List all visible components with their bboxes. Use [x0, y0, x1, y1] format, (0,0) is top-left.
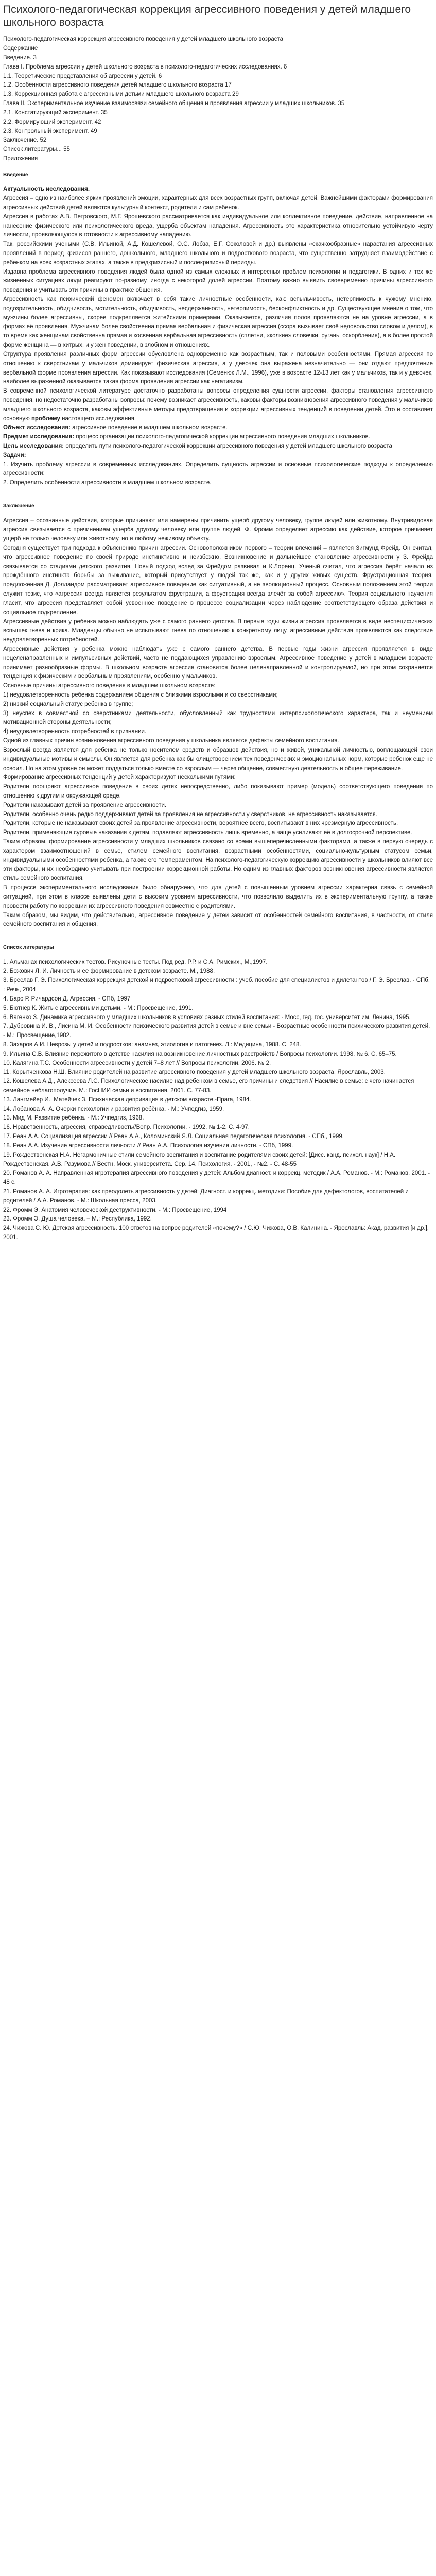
reference-item: 20. Романов А. А. Направленная игротерапия агрессивного поведения у детей: Альбом диагност. и коррекц. методик / А.А. Романов. - М.: Романов, 2001. - 48 с. — [3, 1170, 430, 1186]
toc-item: Приложения — [3, 155, 38, 162]
conclusion-paragraph: Родители, которые не наказывают своих детей за проявление агрессивности, вероятнее всего, воспитывают в них чрезмерную агрессивность. — [3, 820, 398, 827]
conclusion-paragraph: 1) неудовлетворенность ребенка содержанием общения с близкими взрослыми и со сверстниками; — [3, 692, 278, 698]
goal-text: определить пути психолого-педагогической коррекции агрессивного поведения у детей младшего школьного возраста — [64, 443, 392, 449]
conclusion-paragraph: Родители, применяющие суровые наказания к детям, подавляют агрессивность лишь временно, а чаще усиливают её в долгосрочной перспективе. — [3, 829, 412, 836]
reference-item: 8. Захаров А.И. Неврозы у детей и подростков: анамнез, этиология и патогенез. Л.: Медицина, 1988. С. 248. — [3, 1041, 301, 1048]
tasks-label: Задачи: — [3, 452, 26, 459]
relevance-paragraph: Агрессивность как психический феномен включает в себя такие личностные особенности, как: вспыльчивость, нетерпимость к чужому мнению, подозрительность, обидчивость, мстительность, обидчивость, несдержанность, нетерпимость, бесконфликтность и др. Существующее мнение о том, что мужчины более агрессивны, скорее подкрепляется житейскими примерами. Оказывается, различия полов проявляются не на уровне агрессии, а в формах её проявления. Мужчинам более свойственна прямая вербальная и физическая агрессия (ссора вызывает своё недовольство словом и делом), в то время как женщинам свойственна прямая и косвенная вербальная агрессивность (сплетни, «колкие» словечки, ругань, оскорбления), а в более простой форме женщина — в хитрых, и у жен поведении, в злобном и отношениях. — [3, 296, 433, 349]
conclusion-paragraph: 3) неуспех в совместной со сверстниками деятельности, обусловленный как трудностями интерпсихологического характера, так и неумением мотивационной стороны деятельности; — [3, 710, 433, 726]
relevance-paragraph: Агрессия – одно из наиболее ярких проявлений эмоции, характерных для всех возрастных групп, включая детей. Важнейшими факторами формирования агрессивных действий детей являются культурный контекст, родители и сам ребенок. — [3, 195, 433, 211]
goal-label: Цель исследования: — [3, 443, 64, 449]
reference-item: 11. Корытченкова Н.Ш. Влияние родителей на развитие агрессивного поведения у детей младшего школьного возраста. Ярославль, 2003. — [3, 1069, 386, 1076]
task-item: 1. Изучить проблему агрессии в современных исследованиях. Определить сущность агрессии и основные психологические подходы к определению агрессивности; — [3, 461, 433, 477]
conclusion-paragraph: Агрессивные действия у ребенка можно наблюдать уже с самого раннего детства. В первые годы жизни агрессия проявляется в виде нецеленаправленных и импульсивных действий, часто не поддающихся управлению взрослым. Агрессивное поведение у детей в младшем возрасте принимает разнообразные формы. В школьном возрасте агрессия становится более целенаправленной и контролируемой, но при этом сохраняется тенденция к физическим и вербальным проявлениям, особенно у мальчиков. — [3, 646, 433, 680]
reference-item: 14. Лобанова А. А. Очерки психологии и развития ребёнка. - М.: Учпедгиз, 1959. — [3, 1106, 224, 1112]
toc-item: 2.2. Формирующий эксперимент. 42 — [3, 118, 101, 125]
conclusion — [3, 517, 433, 930]
reference-item: 13. Лангмейер И., Матейчек З. Психическая депривация в детском возрасте.-Прага, 1984. — [3, 1096, 251, 1103]
reference-item: 9. Ильина С.В. Влияние пережитого в детстве насилия на возникновение личностных расстройств / Вопросы психологии. 1998. № 6. С. 65–75. — [3, 1050, 397, 1057]
relevance-paragraphs — [3, 194, 433, 423]
relevance-heading: Актуальность исследования. — [3, 186, 90, 193]
introduction — [3, 185, 433, 488]
toc-item: Глава II. Экспериментальное изучение взаимосвязи семейного общения и проявления агрессии у младших школьников. 35 — [3, 100, 345, 107]
toc-item: Содержание — [3, 45, 38, 52]
references-label: Список литературы — [3, 945, 54, 951]
toc-item: Психолого-педагогическая коррекция агрессивного поведения у детей младшего школьного возраста — [3, 36, 284, 43]
reference-item: 16. Нравственность, агрессия, справедливость//Вопр. Психологии. - 1992, № 1-2. С. 4-97. — [3, 1124, 250, 1131]
relevance-paragraph: В современной психологической литературе достаточно разработаны вопросы определения сущности агрессии, факторы становления агрессивного поведения, но недостаточно разработаны вопросы: почему возникает агрессивность, каковы факторы возникновения агрессивного поведения у мальчиков младшего школьного возраста, каковы эффективные методы предотвращения и коррекции агрессивных тенденций в поведении детей. Это и составляет основную проблему настоящего исследования. — [3, 388, 433, 422]
conclusion-paragraph: Одной из главных причин возникновения агрессивного поведения у школьника является дефекты семейного воспитания. — [3, 738, 339, 744]
toc-item: Введение. 3 — [3, 55, 37, 61]
references-list — [3, 958, 433, 1243]
reference-item: 6. Вагенко З. Динамика агрессивного у младших школьников в условиях разных стилей воспитания: - Мосс, гед. гос. университет им. Ленина, 1995. — [3, 1014, 411, 1021]
toc-item: 1.2. Особенности агрессивного поведения детей младшего школьного возраста 17 — [3, 82, 232, 89]
reference-item: 21. Романов А. А. Игротерапия: как преодолеть агрессивность у детей: Диагност. и коррекц. методики: Пособие для дефектологов, воспитателей и родителей / А.А. Романов. - М.: Школьная пресса, 2003. — [3, 1188, 409, 1204]
reference-item: 17. Реан А.А. Социализация агрессии // Реан А.А., Коломинский Я.Л. Социальная педагогическая психология. - СПб., 1999. — [3, 1133, 344, 1140]
conclusion-paragraph: Сегодня существует три подхода к объяснению причин агрессии. Основоположником первого – теории влечений – является Зигмунд Фрейд. Он считал, что агрессивное поведение по своей природе инстинктивно и неизбежно. Возникновение и дальнейшее становление агрессивности у З. Фрейда связывается со стадиями детского развития. Новый подход вслед за Фрейдом развивал и К.Лоренц. Ученый считал, что агрессия берёт начало из врождённого инстинкта борьбы за выживание, который присутствует у людей так же, как и у других живых существ. Фрустрационная теория, предложенная Д. Долландом рассматривает агрессивное поведение как ситуативный, а не эволюционный процесс. Основным положением этой теории служит тезис, что «агрессия всегда является результатом фрустрации, а фрустрация всегда влечёт за собой агрессию». Теория социального научения гласит, что агрессия представляет собой усвоенное поведение в процессе социализации через наблюдение соответствующего образа действия и социальное подкрепление. — [3, 545, 433, 616]
conclusion-label: Заключение — [3, 503, 34, 510]
page-title: Психолого-педагогическая коррекция агрессивного поведения у детей младшего школьного возраста — [3, 4, 411, 29]
page — [0, 0, 436, 1253]
conclusion-paragraph: Родители наказывают детей за проявление агрессивности. — [3, 802, 167, 808]
conclusion-paragraph: Агрессия – осознанные действия, которые причиняют или намерены причинить ущерб другому человеку, группе людей или животному. Внутривидовая агрессия связывается с причинением ущерба другому человеку или группе людей. Ф. Фромм определяет агрессию как действие, которое причиняет ущерб не только человеку или животному, но и любому неживому объекту. — [3, 517, 433, 543]
relevance-paragraph: Так, российскими учеными (С.В. Ильиной, А.Д. Кошелевой, О.С. Лобза, Е.Г. Соколовой и др.) выявлены «скачкообразные» нарастания агрессивных проявлений в период кризисов раннего, дошкольного, младшего школьного и подросткового возраста, что существенно затрудняет взаимодействие с ребенком на всех возрастных этапах, а также в предкризисный и послекризисный периоды. — [3, 241, 433, 266]
intro-label: Введение — [3, 172, 28, 178]
conclusion-paragraph: 4) неудовлетворенность потребностей в признании. — [3, 728, 147, 735]
reference-item: 5. Бютнер К. Жить с агрессивными детьми. - М.: Просвещение, 1991. — [3, 1005, 194, 1011]
subject-text: процесс организации психолого-педагогической коррекции агрессивного поведения младших школьников. — [74, 434, 370, 440]
toc-item: 1.1. Теоретические представления об агрессии у детей. 6 — [3, 73, 162, 79]
conclusion-paragraph: В процессе экспериментального исследования было обнаружено, что для детей с повышенным уровнем агрессии характерна связь с семейной ситуацией, при этом в классе выявлены дети с высоким уровнем агрессивности, что позволило выделить их в экспериментальную группу, а также провести работу по коррекции их агрессивного поведения совместно с родителями. — [3, 885, 433, 909]
toc-item: 2.3. Контрольный эксперимент. 49 — [3, 128, 97, 134]
conclusion-paragraph: Основные причины агрессивного поведения в младшем школьном возрасте: — [3, 683, 216, 689]
reference-item: 18. Реан А.А. Изучение агрессивности личности // Реан А.А. Психология изучения личности. - СПб, 1999. — [3, 1142, 293, 1149]
relevance-paragraph: Структура проявления различных форм агрессии обусловлена одновременно как возрастным, так и половыми особенностями. Прямая агрессия по отношению к сверстникам у мальчиков доминирует физическая агрессия, а у девочек она выражена незначительно — они отдают предпочтение вербальной форме проявления агрессии. Как показывают исследования (Семенюк Л.М., 1996), уже в возрасте 12-13 лет как у мальчиков, так и у девочек, наиболее выраженной оказывается такая форма проявления агрессии как негативизм. — [3, 351, 433, 385]
conclusion-paragraph: Формирование агрессивных тенденций у детей характеризуют несколькими путями: — [3, 774, 236, 781]
reference-item: 12. Кошелева А.Д., Алексеева Л.С. Психологическое насилие над ребенком в семье, его причины и следствия // Насилие в семье: с чего начинается семейное неблагополучие. М.: ГосНИИ семьи и воспитания, 2001. С. 77-83. — [3, 1078, 414, 1094]
toc-item: Глава I. Проблема агрессии у детей школьного возраста в психолого-педагогических исследованиях. 6 — [3, 63, 287, 70]
table-of-contents — [3, 35, 433, 163]
reference-item: 15. Мид М. Развитие ребёнка. - М.: Учпедгиз, 1968. — [3, 1115, 144, 1122]
goal-line — [3, 442, 433, 451]
relevance-paragraph: Издавна проблема агрессивного поведения людей была одной из самых сложных и интересных проблем психологии и педагогики. В одних и тех же жизненных ситуациях люди реагируют по-разному, иногда с некоторой долей агрессии. Поэтому важно выявить своевременно причины агрессивного поведения и учитывать эти причины в практике общения. — [3, 268, 433, 294]
conclusion-paragraph: Агрессивные действия у ребенка можно наблюдать уже с самого раннего детства. В первые годы жизни агрессия проявляется в виде неспецифических вспышек гнева и крика. Младенцы обычно не испытывают гнева по отношению к конкретному лицу, агрессивные действия проявляются как следствие неудовлетворенных потребностей. — [3, 618, 433, 643]
reference-item: 24. Чижова С. Ю. Детская агрессивность. 100 ответов на вопрос родителей «почему?» / С.Ю. Чижова, О.В. Калинина. - Ярославль: Акад. развития [и др.], 2001. — [3, 1225, 429, 1241]
conclusion-paragraph: Родители, особенно очень редко поддерживают детей за проявления не агрессивности у сверстников, не агрессивность наказывается. — [3, 811, 377, 818]
object-label: Объект исследования: — [3, 425, 71, 431]
conclusion-paragraph: Таким образом, мы видим, что действительно, агрессивное поведение у детей зависит от особенностей семейного воспитания, в частности, от стиля семейного воспитания и общения. — [3, 912, 433, 928]
conclusion-paragraph: Таким образом, формирование агрессивности у младших школьников связано со всеми вышеперечисленными факторами, а также в первую очередь с характером взаимоотношений в семье, стилем семейного воспитания, возрастными особенностями, социально-культурным статусом семьи, индивидуальными особенностями ребенка, а также его темпераментом. На психолого-педагогическую коррекцию агрессивности у школьников влияют все эти факторы, и их необходимо учитывать при построении коррекционной работы. Но одним из главных факторов возникновения агрессивности является стиль семейного воспитания. — [3, 839, 433, 882]
reference-item: 2. Божович Л. И. Личность и ее формирование в детском возрасте. М., 1988. — [3, 968, 215, 975]
subject-label: Предмет исследования: — [3, 434, 75, 440]
tasks-list — [3, 461, 433, 488]
conclusion-paragraph: Взрослый всегда является для ребенка не только носителем средств и образцов действия, но и живой, уникальной личностью, воплощающей свои индивидуальные мотивы и смыслы. Он является для ребенка как бы олицетворением тех поведенческих и эмоциональных норм, которые ребенок еще не освоил. Но на этом уровне он может поддаться только вместе со взрослым — через общение, совместную деятельность и общее переживание. — [3, 747, 433, 772]
toc-item: Заключение. 52 — [3, 137, 47, 144]
task-item: 2. Определить особенности агрессивности в младшем школьном возрасте. — [3, 480, 212, 486]
reference-item: 3. Бреслав Г. Э. Психологическая коррекция детской и подростковой агрессивности : учеб. пособие для специалистов и дилетантов / Г. Э. Бреслав. - СПб. : Речь, 2004 — [3, 977, 430, 993]
toc-item: 1.3. Коррекционная работа с агрессивными детьми младшего школьного возраста 29 — [3, 91, 239, 98]
object-line — [3, 423, 433, 433]
object-text: агрессивное поведение в младшем школьном возрасте. — [70, 425, 228, 431]
reference-item: 19. Рождественская Н.А. Негармоничные стили семейного воспитания и воспитание родителями своих детей: [Дисс. канд. психол. наук] / Н.А. Рождественская. А.В. Разумова // Вестн. Моск. университета. Сер. 14. Психология. - 2001, - №2. - С. 48-55 — [3, 1151, 396, 1167]
relevance-paragraph: Агрессия в работах А.В. Петровского, М.Г. Ярошевского рассматривается как индивидуальное или коллективное поведение, действие, направленное на нанесение физического или психологического вреда, ущерба объектам нападения. Агрессивность это характеристика относительно устойчивую черту личности, проявляющуюся в готовности к агрессивному нападению. — [3, 213, 433, 239]
reference-item: 23. Фромм Э. Душа человека. – М.: Республика, 1992. — [3, 1216, 152, 1223]
reference-item: 7. Дубровина И. В., Лисина М. И. Особенности психического развития детей в семье и вне семьи - Возрастные особенности психического развития детей. - М.: Просвещение,1982. — [3, 1023, 430, 1039]
reference-item: 10. Калягина Т.С. Особенности агрессивности у детей 7–8 лет // Вопросы психологии. 2006. № 2. — [3, 1060, 271, 1066]
reference-item: 4. Баро Р. Ричардсон Д. Агрессия. - СПб, 1997 — [3, 995, 131, 1002]
subject-line — [3, 433, 433, 442]
reference-item: 1. Альманах психологических тестов. Рисуночные тесты. Под ред. Р.Р. и С.А. Римских., М.,1997. — [3, 959, 268, 965]
reference-item: 22. Фромм Э. Анатомия человеческой деструктивности. - М.: Просвещение, 1994 — [3, 1207, 227, 1213]
conclusion-paragraph: Родители поощряют агрессивное поведение в своих детях непосредственно, либо показывают пример (модель) соответствующего поведения по отношению к другим и окружающей среде. — [3, 784, 433, 799]
toc-item: 2.1. Констатирующий эксперимент. 35 — [3, 109, 108, 116]
conclusion-paragraph: 2) низкий социальный статус ребенка в группе; — [3, 701, 133, 707]
toc-item: Список литературы... 55 — [3, 146, 70, 153]
